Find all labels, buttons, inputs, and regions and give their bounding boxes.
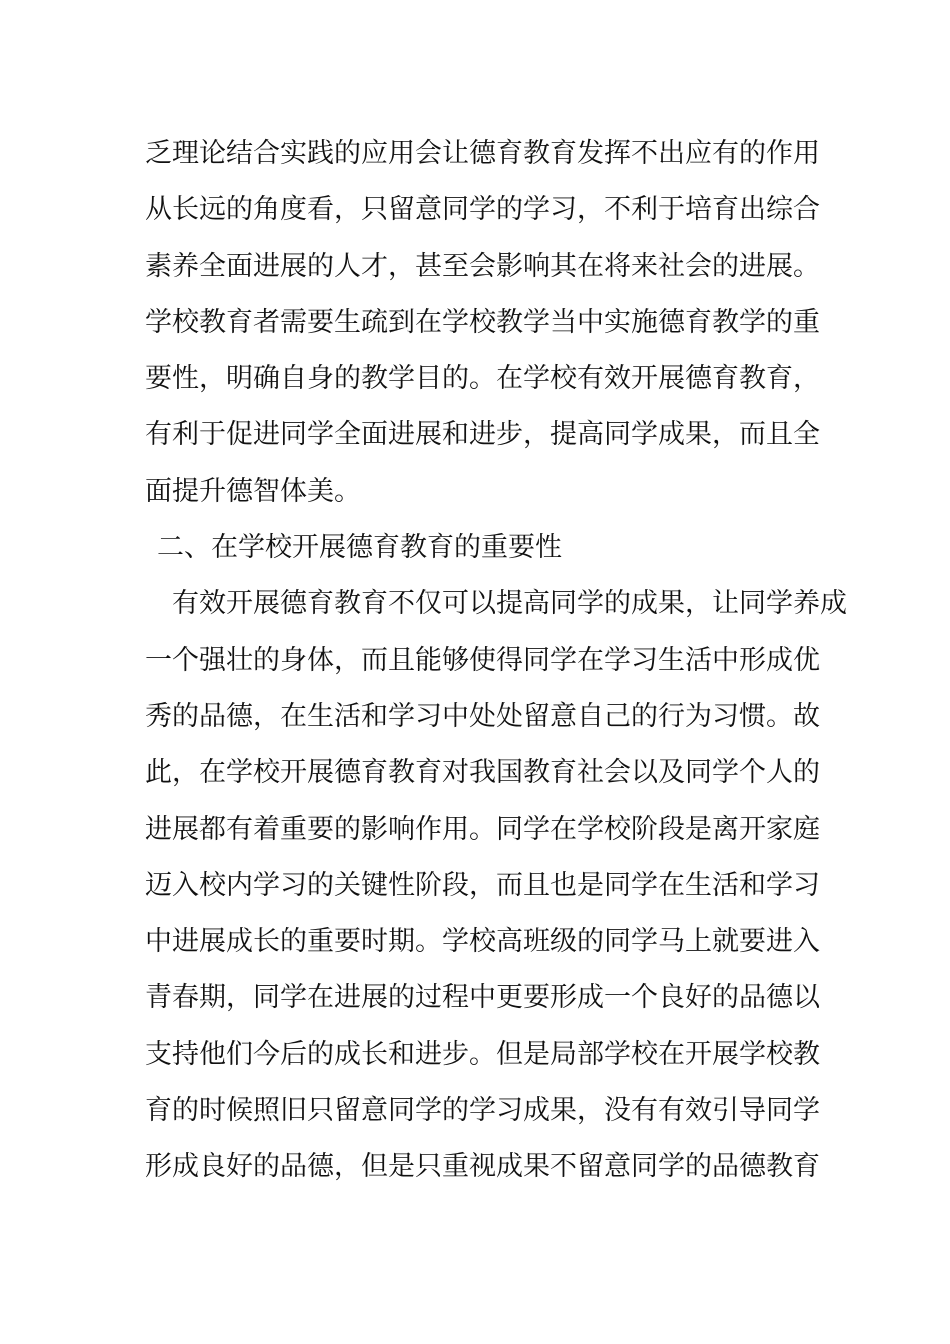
paragraph-line: 有利于促进同学全面进展和进步，提高同学成果，而且全 (145, 419, 820, 451)
paragraph-line: 育的时候照旧只留意同学的学习成果，没有有效引导同学 (145, 1095, 820, 1127)
paragraph-line: 进展都有着重要的影响作用。同学在学校阶段是离开家庭 (145, 813, 820, 845)
paragraph-line: 学校教育者需要生疏到在学校教学当中实施德育教学的重 (145, 306, 820, 338)
paragraph-line: 从长远的角度看，只留意同学的学习，不利于培育出综合 (145, 194, 820, 226)
paragraph-line: 形成良好的品德，但是只重视成果不留意同学的品德教育 (145, 1151, 820, 1183)
paragraph-line: 素养全面进展的人才，甚至会影响其在将来社会的进展。 (145, 250, 820, 282)
paragraph-line: 支持他们今后的成长和进步。但是局部学校在开展学校教 (145, 1038, 820, 1070)
paragraph-line: 一个强壮的身体，而且能够使得同学在学习生活中形成优 (145, 644, 820, 676)
paragraph-line: 秀的品德，在生活和学习中处处留意自己的行为习惯。故 (145, 700, 820, 732)
paragraph-line: 有效开展德育教育不仅可以提高同学的成果，让同学养成 (172, 588, 847, 620)
paragraph-line: 青春期，同学在进展的过程中更要形成一个良好的品德以 (145, 982, 820, 1014)
section-heading: 二、在学校开展德育教育的重要性 (157, 532, 562, 564)
body-text (145, 126, 847, 1196)
paragraph-line: 乏理论结合实践的应用会让德育教育发挥不出应有的作用 (145, 138, 820, 169)
paragraph-line: 面提升德智体美。 (145, 475, 361, 507)
paragraph-line: 迈入校内学习的关键性阶段，而且也是同学在生活和学习 (145, 869, 820, 901)
paragraph-line: 此，在学校开展德育教育对我国教育社会以及同学个人的 (145, 757, 820, 789)
paragraph-line: 要性，明确自身的教学目的。在学校有效开展德育教育， (145, 363, 820, 395)
paragraph-line: 中进展成长的重要时期。学校高班级的同学马上就要进入 (145, 926, 820, 958)
